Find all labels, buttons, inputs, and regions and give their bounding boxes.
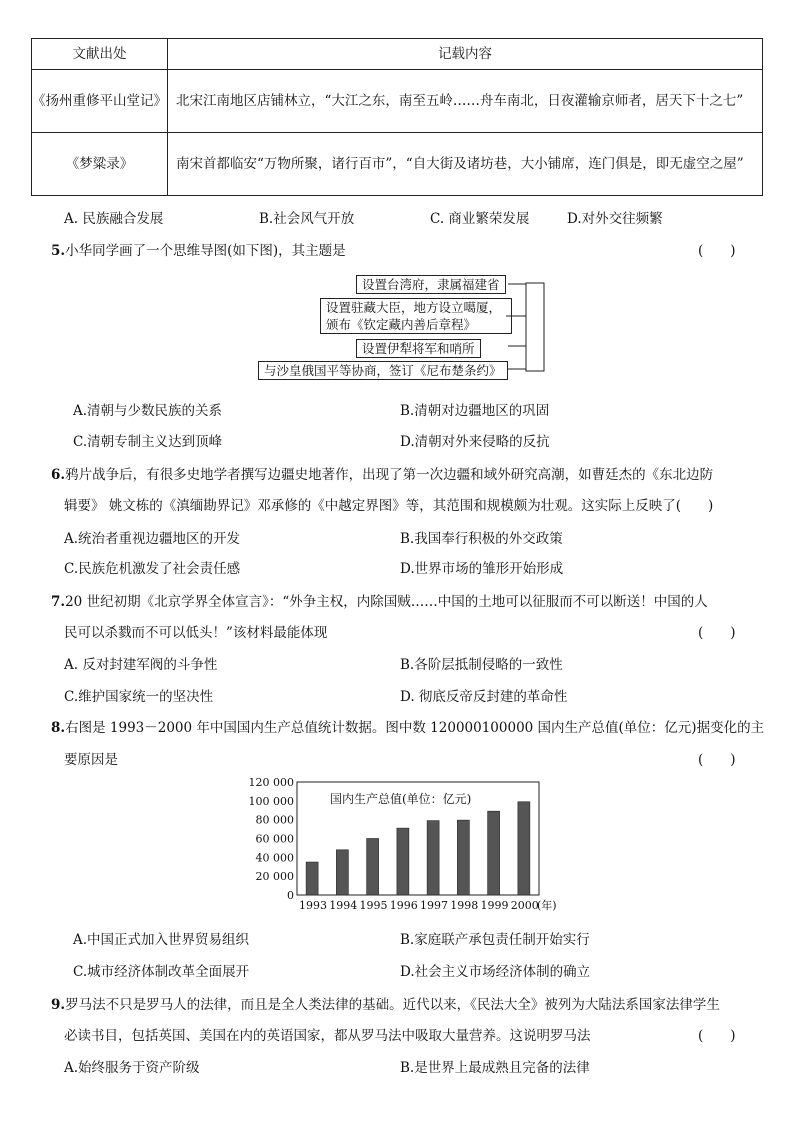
q4-option-d: D.对外交往频繁: [567, 211, 663, 227]
gdp-bar-chart: [240, 778, 560, 918]
mind-map-connectors: [500, 280, 550, 380]
q6-option-b: B.我国奉行积极的外交政策: [400, 531, 563, 547]
q5-option-d: D.清朝对外来侵略的反抗: [400, 434, 550, 450]
q5-option-b: B.清朝对边疆地区的巩固: [400, 403, 550, 419]
q6-stem-line2: 辑要》 姚文栋的《滇缅勘界记》邓承修的《中越定界图》等，其范围和规模颇为壮观。这实际上反映了( ): [64, 498, 714, 514]
bar-1999: [488, 811, 500, 895]
q8-text-1: 右图是 1993－2000 年中国国内生产总值统计数据。图中数 120000100000 国内生产总值(单位：亿元)据变化的主: [65, 720, 765, 736]
x-tick-label: 1996: [389, 899, 418, 912]
q6-option-a: A.统治者重视边疆地区的开发: [64, 531, 241, 547]
q6-option-c: C.民族危机激发了社会责任感: [64, 561, 241, 577]
q7-option-d: D. 彻底反帝反封建的革命性: [400, 689, 568, 705]
q9-stem-line1: [51, 993, 720, 1013]
q7-option-c: C.维护国家统一的坚决性: [64, 689, 214, 705]
table-cell-content: 南宋首都临安“万物所聚，诸行百市”，“自大街及诸坊巷，大小铺席，连门俱是，即无虚空之屋”: [168, 133, 763, 196]
table-row: [32, 70, 763, 133]
y-tick-label: 120 000: [248, 778, 294, 789]
table-header-content: 记载内容: [168, 39, 763, 70]
x-tick-label: 1999: [480, 899, 509, 912]
q5-option-a: A.清朝与少数民族的关系: [73, 403, 223, 419]
table-cell-source: 《梦粱录》: [32, 133, 168, 196]
q7-text-1: 20 世纪初期《北京学界全体宣言》：“外争主权，内除国贼……中国的土地可以征服而不可以断送！中国的人: [65, 594, 708, 610]
map-item-tibet-line2: 颁布《钦定藏内善后章程》: [326, 317, 477, 332]
q9-stem-line2: 必读书目，包括英国、美国在内的英语国家，都从罗马法中吸取大量营养。这说明罗马法: [64, 1028, 591, 1044]
q8-answer-paren: ( ): [698, 752, 736, 768]
q6-number: 6.: [51, 467, 66, 483]
q7-stem-line1: [51, 590, 708, 610]
q8-stem-line2: 要原因是: [64, 752, 118, 768]
q9-option-b: B.是世界上最成熟且完备的法律: [400, 1060, 590, 1076]
q8-option-b: B.家庭联产承包责任制开始实行: [400, 932, 590, 948]
q7-answer-paren: ( ): [698, 625, 736, 641]
x-tick-label: 1997: [420, 899, 448, 912]
q5-text: 小华同学画了一个思维导图(如下图)，其主题是: [65, 243, 346, 259]
q6-stem-line1: [51, 463, 713, 483]
y-tick-label: 60 000: [255, 832, 294, 846]
source-table: [31, 38, 763, 196]
x-tick-label: 1998: [450, 899, 479, 912]
q9-answer-paren: ( ): [698, 1028, 736, 1044]
bar-1996: [397, 828, 409, 895]
y-tick-label: 80 000: [255, 813, 294, 827]
table-header-source: 文献出处: [32, 39, 168, 70]
x-tick-label: 2000: [510, 899, 539, 912]
q9-text-1: 罗马法不只是罗马人的法律，而且是全人类法律的基础。近代以来，《民法大全》被列为大陆法系国家法律学生: [65, 997, 720, 1013]
q5-number: 5.: [51, 243, 66, 259]
table-cell-content: 北宋江南地区店铺林立，“大江之东，南至五岭……舟车南北，日夜灌输京师者，居天下十之七”: [168, 70, 763, 133]
q8-option-a: A.中国正式加入世界贸易组织: [73, 932, 250, 948]
y-tick-label: 100 000: [248, 794, 294, 808]
x-tick-label: 1993: [299, 899, 327, 912]
q4-option-b: B.社会风气开放: [259, 211, 355, 227]
q7-option-b: B.各阶层抵制侵略的一致性: [400, 657, 563, 673]
map-item-ili: 设置伊犁将军和哨所: [356, 339, 481, 358]
bar-1993: [306, 862, 318, 895]
chart-title: 国内生产总值(单位：亿元): [330, 792, 472, 806]
x-tick-label: 1994: [329, 899, 358, 912]
q8-number: 8.: [51, 720, 66, 736]
map-item-tibet-line1: 设置驻藏大臣，地方设立噶厦，: [326, 300, 502, 315]
q8-stem-line1: [51, 716, 764, 736]
table-row: [32, 133, 763, 196]
q7-option-a: A. 反对封建军阀的斗争性: [64, 657, 218, 673]
q4-option-c: C. 商业繁荣发展: [430, 211, 530, 227]
q6-option-d: D.世界市场的雏形开始形成: [400, 561, 564, 577]
x-tick-label: 1995: [359, 899, 388, 912]
q8-option-d: D.社会主义市场经济体制的确立: [400, 964, 591, 980]
q9-option-a: A.始终服务于资产阶级: [64, 1060, 200, 1076]
map-item-nerchinsk: 与沙皇俄国平等协商，签订《尼布楚条约》: [258, 361, 508, 380]
map-item-tibet: [320, 298, 512, 334]
x-axis-unit-label: (年): [537, 899, 557, 912]
table-header-row: [32, 39, 763, 70]
bar-2000: [518, 802, 530, 895]
q8-option-c: C.城市经济体制改革全面展开: [73, 964, 250, 980]
q4-option-a: A. 民族融合发展: [64, 211, 164, 227]
bar-1998: [457, 820, 469, 895]
q5-option-c: C.清朝专制主义达到顶峰: [73, 434, 223, 450]
q5-stem: [51, 239, 346, 259]
y-tick-label: 0: [287, 889, 294, 902]
q6-text-1: 鸦片战争后，有很多史地学者撰写边疆史地著作，出现了第一次边疆和域外研究高潮，如曹廷杰的《东北边防: [65, 467, 714, 483]
q7-number: 7.: [51, 594, 66, 610]
y-tick-label: 20 000: [255, 870, 294, 884]
bar-1994: [336, 850, 348, 895]
q9-number: 9.: [51, 997, 66, 1013]
bar-1997: [427, 821, 439, 895]
q7-stem-line2: 民可以杀戮而不可以低头！”该材料最能体现: [64, 625, 328, 641]
table-cell-source: 《扬州重修平山堂记》: [32, 70, 168, 133]
bar-1995: [367, 839, 379, 896]
y-tick-label: 40 000: [255, 851, 294, 865]
map-item-taiwan: 设置台湾府，隶属福建省: [356, 275, 506, 294]
q5-answer-paren: ( ): [698, 243, 736, 259]
